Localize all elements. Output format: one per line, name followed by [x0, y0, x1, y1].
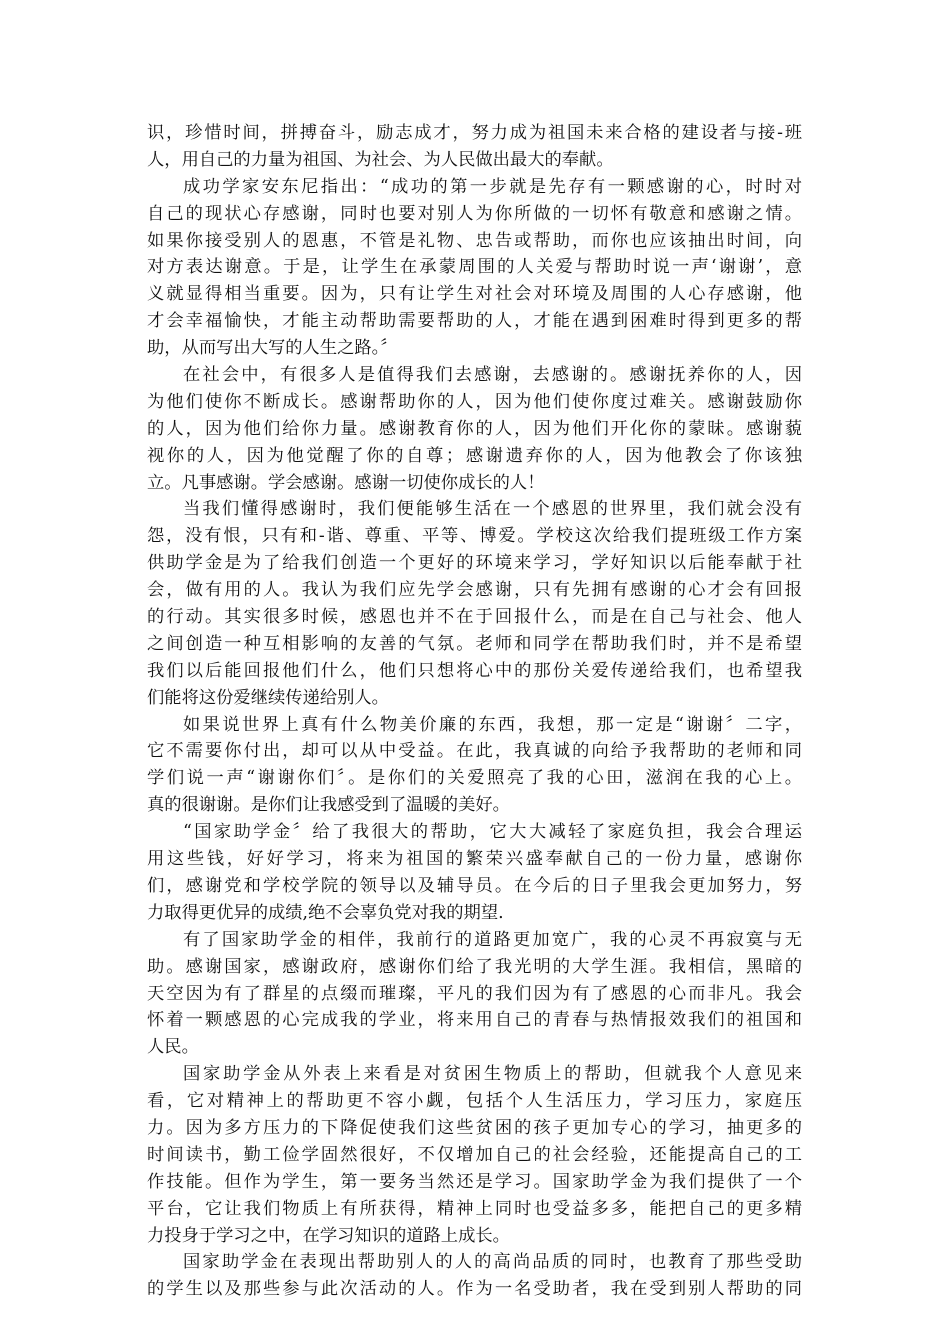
text-line: 之间创造一种互相影响的友善的气氛。老师和同学在帮助我们时，并不是希望 — [147, 633, 802, 654]
text-line: 在社会中，有很多人是值得我们去感谢，去感谢的。感谢抚养你的人，因 — [183, 365, 802, 386]
text-line: 当我们懂得感谢时，我们便能够生活在一个感恩的世界里，我们就会没有 — [183, 499, 802, 520]
text-line: 作技能。但作为学生，第一要务当然还是学习。国家助学金为我们提供了一个 — [147, 1171, 802, 1192]
text-line: 用这些钱，好好学习，将来为祖国的繁荣兴盛奉献自己的一份力量，感谢你 — [147, 849, 802, 870]
text-line: 如果你接受别人的恩惠，不管是礼物、忠告或帮助，而你也应该抽出时间，向 — [147, 230, 802, 251]
text-line: 天空因为有了群星的点缀而璀璨，平凡的我们因为有了感恩的心而非凡。我会 — [147, 983, 802, 1004]
text-line: 力。因为多方压力的下降促使我们这些贫困的孩子更加专心的学习，抽更多的 — [147, 1117, 802, 1138]
text-line: 视你的人，因为他觉醒了你的自尊；感谢遗弃你的人，因为他教会了你该独 — [147, 445, 802, 466]
text-line: 真的很谢谢。是你们让我感受到了温暖的美好。 — [147, 795, 510, 816]
text-line: 助。感谢国家，感谢政府，感谢你们给了我光明的大学生涯。我相信，黑暗的 — [147, 956, 802, 977]
text-line: 国家助学金从外表上来看是对贫困生物质上的帮助，但就我个人意见来 — [183, 1064, 802, 1085]
text-line: 义就显得相当重要。因为，只有让学生对社会对环境及周围的人心存感谢，他 — [147, 284, 802, 305]
text-line: 力投身于学习之中，在学习知识的道路上成长。 — [147, 1225, 510, 1246]
text-line: 会，做有用的人。我认为我们应先学会感谢，只有先拥有感谢的心才会有回报 — [147, 580, 802, 601]
text-line: 成功学家安东尼指出：“成功的第一步就是先存有一颗感谢的心，时时对 — [183, 176, 802, 197]
text-line: 平台，它让我们物质上有所获得，精神上同时也受益多多，能把自己的更多精 — [147, 1198, 802, 1219]
text-line: 人民。 — [147, 1037, 199, 1058]
text-line: 的行动。其实很多时候，感恩也并不在于回报什么，而是在自己与社会、他人 — [147, 607, 802, 628]
text-line: 的人，因为他们给你力量。感谢教育你的人，因为他们开化你的蒙昧。感谢藐 — [147, 418, 802, 439]
text-line: 供助学金是为了给我们创造一个更好的环境来学习，学好知识以后能奉献于社 — [147, 553, 802, 574]
text-line: 国家助学金在表现出帮助别人的人的高尚品质的同时，也教育了那些受助 — [183, 1252, 802, 1273]
text-line: 才会幸福愉快，才能主动帮助需要帮助的人，才能在遇到困难时得到更多的帮 — [147, 311, 802, 332]
text-line: 的学生以及那些参与此次活动的人。作为一名受助者，我在受到别人帮助的同 — [147, 1279, 802, 1300]
text-line: 我们以后能回报他们什么，他们只想将心中的那份关爱传递给我们，也希望我 — [147, 660, 802, 681]
text-line: 看，它对精神上的帮助更不容小觑，包括个人生活压力，学习压力，家庭压 — [147, 1091, 802, 1112]
text-line: 怀着一颗感恩的心完成我的学业，将来用自己的青春与热情报效我们的祖国和 — [147, 1010, 802, 1031]
text-line: 时间读书，勤工俭学固然很好，不仅增加自己的社会经验，还能提高自己的工 — [147, 1144, 802, 1165]
text-line: 如果说世界上真有什么物美价廉的东西，我想，那一定是“谢谢〞二字， — [183, 714, 802, 735]
text-line: 人，用自己的力量为祖国、为社会、为人民做出最大的奉献。 — [147, 149, 614, 170]
text-line: 们，感谢党和学校学院的领导以及辅导员。在今后的日子里我会更加努力，努 — [147, 875, 802, 896]
text-line: 怨，没有恨，只有和-谐、尊重、平等、博爱。学校这次给我们提班级工作方案 — [147, 526, 802, 547]
text-line: 立。凡事感谢。学会感谢。感谢一切使你成长的人！ — [147, 472, 545, 493]
text-line: 有了国家助学金的相伴，我前行的道路更加宽广，我的心灵不再寂寞与无 — [183, 929, 802, 950]
text-line: 学们说一声“谢谢你们〞。是你们的关爱照亮了我的心田，滋润在我的心上。 — [147, 768, 802, 789]
text-line: 为他们使你不断成长。感谢帮助你的人，因为他们使你度过难关。感谢鼓励你 — [147, 391, 802, 412]
text-line: 力取得更优异的成绩,绝不会辜负党对我的期望. — [147, 902, 504, 923]
text-line: “国家助学金〞给了我很大的帮助，它大大减轻了家庭负担，我会合理运 — [183, 822, 802, 843]
document-page — [147, 120, 802, 1303]
text-line: 自己的现状心存感谢，同时也要对别人为你所做的一切怀有敬意和感谢之情。 — [147, 203, 802, 224]
text-line: 助，从而写出大写的人生之路。〞 — [147, 338, 398, 359]
text-line: 们能将这份爱继续传递给别人。 — [147, 687, 389, 708]
text-line: 对方表达谢意。于是，让学生在承蒙周围的人关爱与帮助时说一声‘谢谢’，意 — [147, 257, 802, 278]
text-line: 识，珍惜时间，拼搏奋斗，励志成才，努力成为祖国未来合格的建设者与接-班 — [147, 123, 802, 143]
text-line: 它不需要你付出，却可以从中受益。在此，我真诚的向给予我帮助的老师和同 — [147, 741, 802, 762]
